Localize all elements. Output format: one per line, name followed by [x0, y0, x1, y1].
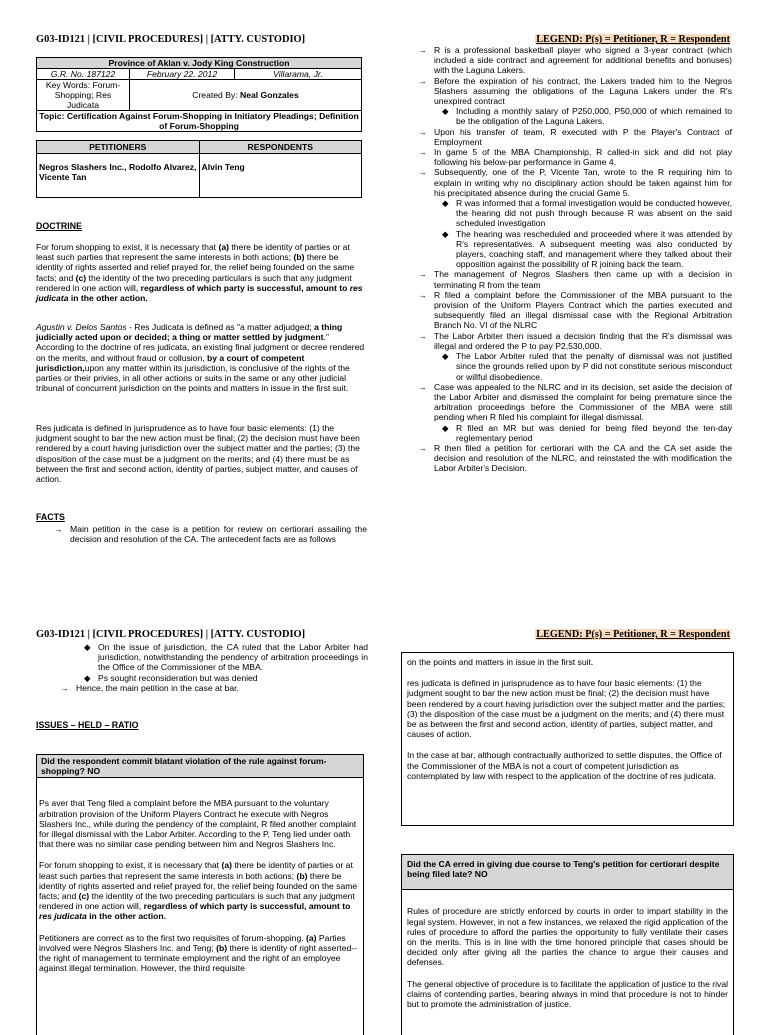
text-run: (b) [296, 870, 308, 881]
doctrine-paragraph-3: Res judicata is defined in jurisprudence as to have four basic elements: (1) the judgment sought to bar the new action must be final; (2) the decision must have been rendered by a court having jurisdiction over the subject matter and the parties; (3) the disposition of the case must be a judgment on the merits; and (4) there must be as between the first and second action, identity of parties, subject matter, and causes of action. [36, 423, 360, 485]
issue-1-box [36, 754, 364, 1035]
case-info-table [36, 57, 362, 132]
list-item [418, 167, 732, 198]
text-run: there be identity of rights asserted and relief prayed for, the relief being founded on the same facts; and [39, 870, 358, 902]
list-item [60, 683, 368, 693]
sub-list-item-text: R filed an MR but was denied for being filed beyond the ten-day reglementary period [456, 422, 732, 443]
parties-table [36, 140, 362, 198]
text-run: (b) [293, 252, 305, 263]
facts-heading: FACTS [36, 512, 65, 522]
issue-1-paragraph-3 [39, 933, 361, 974]
case-title: Province of Aklan v. Jody King Construction [37, 58, 362, 69]
text-run: res judicata [39, 911, 87, 922]
continuation-list [60, 642, 368, 693]
respondents-header: RESPONDENTS [199, 141, 362, 154]
created-by-name: Neal Gonzales [240, 90, 299, 100]
diamond-bullet-icon: ◆ [442, 351, 449, 362]
respondents-names: Alvin Teng [199, 154, 362, 198]
case-created-by [130, 80, 362, 111]
continuation-paragraph-3: In the case at bar, although contractually authorized to settle disputes, the Office of the Commissioner of the MBA is not a court of competent jurisdiction as contemplated by law with respect to the application of the doctrine of res judicata. [407, 750, 722, 781]
text-run: regardless of which party is successful, amount to [140, 282, 350, 293]
issue-1-paragraph-1: Ps aver that Teng filed a complaint before the MBA pursuant to the voluntary arbitration provision of the Uniform Players Contract he execute with Negros Slashers Inc., while during the pendency of the complaint, R filed another complaint for illegal dismissal with the Labor Arbiter. According to the P, Teng lied under oath that there was no similar case pending between him and Negros Slashers Inc. [39, 798, 357, 850]
arrow-icon: → [418, 289, 427, 300]
list-item-text: Subsequently, one of the P, Vicente Tan, wrote to the R requiring him to explain in writing why no disciplinary action should be taken against him for his precipitated absence during the crucial Game 5. [434, 167, 732, 198]
text-run: the identity of the two preceding particulars is such that any judgment rendered in one action will, [39, 891, 355, 912]
issue-1-paragraph-2 [39, 860, 361, 921]
text-run: (a) [306, 932, 317, 943]
petitioners-names: Negros Slashers Inc., Rodolfo Alvarez, Vicente Tan [37, 154, 200, 198]
list-item [418, 331, 732, 351]
list-item-text: Before the expiration of his contract, the Lakers traded him to the Negros Slashers assuming the obligations of the Laguna Lakers under the R's unexpired contract [434, 75, 732, 107]
list-item-text: Hence, the main petition in the case at bar. [76, 682, 239, 693]
petitioners-header: PETITIONERS [37, 141, 200, 154]
text-run: (c) [78, 891, 90, 902]
issue-2-box [401, 854, 734, 1035]
page-2-legend-row [420, 629, 731, 641]
sub-list-item-text: The Labor Arbiter ruled that the penalty of dismissal was not justified since the grounds relied upon by P did not constitute serious misconduct or willful disobedience. [456, 351, 732, 382]
text-run: ." According to the doctrine of res judicata, an existing final judgment or decree rendered on the merits, and without fraud or collusion, [36, 332, 365, 363]
sub-list-item-text: Ps sought reconsideration but was denied [98, 672, 258, 683]
text-run: there be identity of rights asserted and relief prayed for, the relief being founded on the same facts; and [36, 252, 355, 283]
issue-1-continuation-box [401, 652, 734, 826]
issue-2-paragraph-1: Rules of procedure are strictly enforced by courts in order to impart stability in the legal system. However, in not a few instances, we relaxed the rigid application of the rules of procedure to afford the parties the opportunity to fully ventilate their cases on the merits. This is in line with the time honored principle that cases should be decided only after giving all the parties the chance to argue their causes and defenses. [407, 906, 728, 968]
continuation-paragraph-1: on the points and matters in issue in the first suit. [407, 657, 594, 667]
case-gr-number: G.R. No. 187122 [37, 69, 130, 80]
arrow-icon: → [418, 330, 427, 341]
issue-1-body [37, 778, 363, 973]
issues-heading: ISSUES – HELD – RATIO [36, 720, 139, 730]
arrow-icon: → [418, 442, 427, 453]
sub-list-item [60, 673, 368, 683]
arrow-icon: → [54, 524, 63, 534]
list-item [418, 443, 732, 474]
facts-left-list [54, 524, 367, 544]
arrow-icon: → [418, 126, 427, 137]
case-date: February 22, 2012 [130, 69, 235, 80]
text-run: there be identity of parties or at least such parties that represent the same interests in both actions; [36, 242, 350, 263]
facts-right-list [418, 45, 732, 474]
list-item-text: Upon his transfer of team, R executed with P the Player's Contract of Employment [434, 126, 732, 147]
page-header-title: G03-ID121 | [CIVIL PROCEDURES] | [ATTY. CUSTODIO] [36, 34, 306, 45]
sub-list-item [418, 423, 732, 443]
text-run: the identity of the two preceding particulars is such that any judgment rendered in one action will, [36, 272, 352, 293]
list-item-text: Case was appealed to the NLRC and in its decision, set aside the decision of the Labor Arbiter and dismissed the complaint for being premature since the arbitration proceedings before the Commissioner of the MBA were still pending when R filed his complaint for illegal dismissal. [434, 381, 732, 423]
sub-list-item [418, 106, 732, 126]
list-item-text: The Labor Arbiter then issued a decision finding that the R's dismissal was illegal and ordered the P to pay P2,530,000. [434, 330, 732, 351]
list-item [418, 290, 732, 331]
doctrine-heading: DOCTRINE [36, 221, 82, 231]
text-run: upon any matter within its jurisdiction, is conclusive of the rights of the parties or their privies, in all other actions or suits in the same or any other judicial tribunal of concurrent jurisdiction on the points and matters in issue in the first suit. [36, 362, 350, 394]
text-run: (c) [75, 272, 87, 283]
text-run: there is identity of right asserted--the right of management to terminate employment and the right of an employee against illegal termination. However, the third requisite [39, 942, 357, 974]
list-item-text: Main petition in the case is a petition for review on certiorari assailing the decision and resolution of the CA. The antecedent facts are as follows [70, 524, 367, 545]
diamond-bullet-icon: ◆ [442, 228, 449, 239]
sub-list-item [418, 198, 732, 229]
text-run: For forum shopping to exist, it is necessary that [36, 242, 219, 252]
issue-1-continuation-body [402, 653, 733, 781]
sub-list-item [418, 229, 732, 270]
text-run: Parties involved were Negros Slashers Inc. and Teng; [39, 932, 346, 953]
case-topic: Topic: Certification Against Forum-Shopping in Initiatory Pleadings; Definition of Forum-Shopping [37, 111, 362, 132]
case-ponente: Villarama, Jr. [235, 69, 362, 80]
page-2-legend-label: LEGEND: P(s) = Petitioner, R = Respondent [536, 629, 730, 640]
sub-list-item-text: The hearing was rescheduled and proceeded where it was attended by R's representatives. A subsequent meeting was also conducted by players, coaching staff, and management where they talked about their opposition against the possibility of R joining back the team. [456, 228, 732, 270]
arrow-icon: → [60, 682, 69, 693]
list-item [418, 382, 732, 423]
list-item-text: The management of Negros Slashers then came up with a decision in terminating R from the team [434, 269, 732, 290]
doctrine-paragraph-1 [36, 242, 366, 303]
doctrine-paragraph-2 [36, 322, 368, 393]
arrow-icon: → [418, 45, 427, 55]
arrow-icon: → [418, 269, 427, 280]
sub-list-item [418, 351, 732, 382]
diamond-bullet-icon: ◆ [442, 106, 449, 117]
arrow-icon: → [418, 167, 427, 178]
sub-list-item-text: On the issue of jurisdiction, the CA ruled that the Labor Arbiter had jurisdiction, notwithstanding the pendency of arbitration proceedings in the Office of the Commissioner of the MBA. [98, 642, 368, 673]
arrow-icon: → [418, 75, 427, 86]
text-run: by a court of competent jurisdiction, [36, 352, 305, 373]
continuation-paragraph-2: res judicata is defined in jurisprudence as to have four basic elements: (1) the judgment sought to bar the new action must be final; (2) the decision must have been rendered by a court having jurisdiction over the subject matter and the parties; (3) the disposition of the case must be a judgment on the merits; and (4) there must be as between the first and second action, identity of parties, subject matter, and causes of action. [407, 678, 726, 740]
text-run: Petitioners are correct as to the first two requisites of forum-shopping. [39, 932, 307, 943]
issue-1-question: Did the respondent commit blatant violation of the rule against forum-shopping? NO [37, 755, 363, 778]
text-run: in the other action. [68, 293, 148, 304]
arrow-icon: → [418, 147, 427, 158]
list-item [418, 269, 732, 289]
text-run: For forum shopping to exist, it is necessary that [39, 860, 222, 871]
text-run: there be identity of parties or at least such parties that represent the same interests in both actions; [39, 860, 353, 881]
text-run: (a) [221, 860, 232, 871]
list-item [418, 76, 732, 107]
text-run: in the other action. [86, 911, 167, 922]
list-item [418, 147, 732, 167]
legend-label: LEGEND: P(s) = Petitioner, R = Respondent [536, 34, 730, 45]
list-item-text: R then filed a petition for certiorari with the CA and the CA set aside the decision and resolution of the NLRC, and reinstated the with modification the Labor Arbiter's Decision. [434, 442, 732, 474]
text-run: res judicata [36, 282, 363, 304]
diamond-bullet-icon: ◆ [84, 672, 91, 683]
case-keywords: Key Words: Forum-Shopping; Res Judicata [37, 80, 130, 111]
sub-list-item-text: R was informed that a formal investigation would be conducted however, the hearing did not push through because R was absent on the said scheduled investigation [456, 198, 732, 229]
text-run: (a) [218, 242, 229, 252]
sub-list-item-text: Including a monthly salary of P250,000, P50,000 of which remained to be the obligation of the Laguna Lakers. [456, 106, 732, 127]
text-run: (b) [216, 942, 228, 953]
list-item-text: In game 5 of the MBA Championship, R called-in sick and did not play following his below-par performance in Game 4. [434, 147, 732, 168]
page-2-header-title: G03-ID121 | [CIVIL PROCEDURES] | [ATTY. CUSTODIO] [36, 629, 306, 640]
sub-list-item [60, 642, 368, 673]
list-item-text: R filed a complaint before the Commissioner of the MBA pursuant to the provision of the Uniform Players Contract which the parties executed and subsequently filed an illegal dismissal case with the Regional Arbitration Branch No. VI of the NLRC [434, 289, 732, 331]
text-run: Agustin v. Delos Santos [36, 322, 127, 332]
arrow-icon: → [418, 381, 427, 392]
text-run: - Res Judicata is defined as "a matter adjudged; [126, 322, 315, 332]
text-run: a thing judicially acted upon or decided; a thing or matter settled by judgment [36, 322, 343, 343]
issue-2-paragraph-2: The general objective of procedure is to facilitate the application of justice to the rival claims of contending parties, bearing always in mind that procedure is not to hinder but to promote the administration of justice. [407, 978, 729, 1010]
list-item [418, 45, 732, 76]
list-item-text: R is a professional basketball player who signed a 3-year contract (which included a side contract and agreement for additional benefits and bonuses) with the Laguna Lakers. [434, 45, 732, 76]
list-item [418, 127, 732, 147]
diamond-bullet-icon: ◆ [84, 642, 91, 652]
diamond-bullet-icon: ◆ [442, 198, 449, 209]
diamond-bullet-icon: ◆ [442, 422, 449, 433]
created-by-label: Created By: [192, 90, 240, 100]
issue-2-body [402, 890, 733, 1009]
issue-2-question: Did the CA erred in giving due course to Teng's petition for certiorari despite being filed late? NO [402, 855, 733, 890]
text-run: regardless of which party is successful, amount to [143, 901, 351, 912]
list-item [54, 524, 367, 544]
